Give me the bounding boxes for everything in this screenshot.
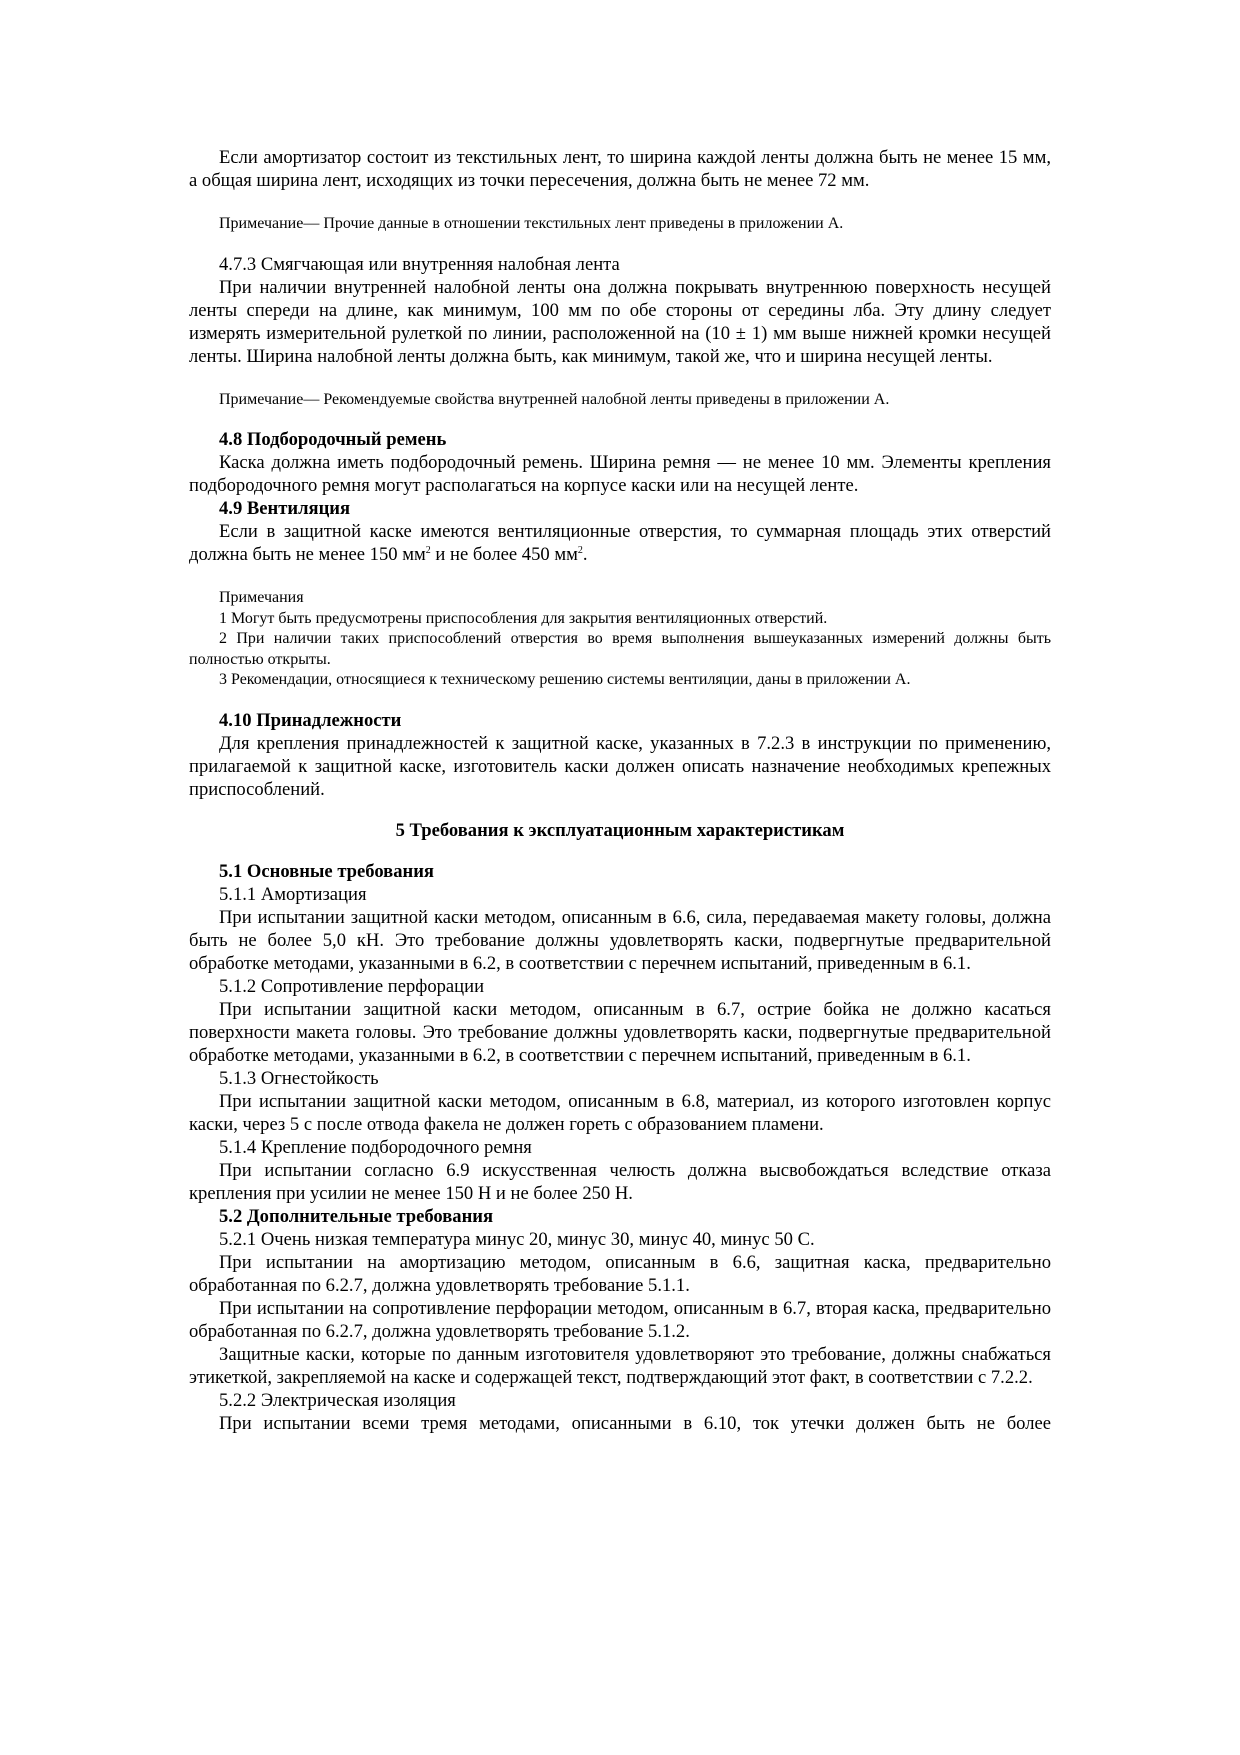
ventilation-text-a: Если в защитной каске имеются вентиляционные отверстия, то суммарная площадь этих отверстий должна быть не менее 150 мм — [189, 521, 1051, 565]
note-brow-band: Примечание— Рекомендуемые свойства внутренней налобной ленты приведены в приложении А. — [219, 390, 890, 408]
heading-5-2: 5.2 Дополнительные требования — [219, 1205, 494, 1227]
paragraph-textile-straps: Если амортизатор состоит из текстильных лент, то ширина каждой ленты должна быть не менее 15 мм, а общая ширина лент, исходящих из точки пересечения, должна быть не менее 72 мм. — [189, 147, 1051, 191]
superscript: 2 — [425, 545, 431, 556]
heading-5-1-4: 5.1.4 Крепление подбородочного ремня — [219, 1136, 532, 1158]
ventilation-text-b: и не более 450 мм — [430, 544, 578, 565]
heading-4-9: 4.9 Вентиляция — [219, 498, 351, 519]
heading-4-8: 4.8 Подбородочный ремень — [219, 429, 447, 450]
heading-5-2-1: 5.2.1 Очень низкая температура минус 20, минус 30, минус 40, минус 50 С. — [219, 1228, 815, 1250]
note-item-3: 3 Рекомендации, относящиеся к техническому решению системы вентиляции, даны в приложении А. — [219, 671, 911, 688]
heading-5-1-3: 5.1.3 Огнестойкость — [219, 1067, 379, 1089]
ventilation-text-c: . — [582, 544, 588, 565]
notes-title: Примечания — [219, 589, 304, 606]
paragraph-chin-strap-anchorage: При испытании согласно 6.9 искусственная челюсть должна высвобождаться вследствие отказа крепления при усилии не менее 150 Н и не более 250 Н. — [189, 1159, 1051, 1204]
document-page — [189, 146, 1051, 1435]
paragraph-penetration: При испытании защитной каски методом, описанным в 6.7, острие бойка не должно касаться поверхности макета головы. Это требование должны удовлетворять каски, подвергнутые предварительной обработке методами, указанными в 6.2, в соответствии с перечнем испытаний, приведенным в 6.1. — [189, 998, 1051, 1066]
paragraph-chin-strap: Каска должна иметь подбородочный ремень. Ширина ремня — не менее 10 мм. Элементы крепления подбородочного ремня могут располагаться на корпусе каски или на несущей ленте. — [189, 452, 1051, 496]
heading-5-1-2: 5.1.2 Сопротивление перфорации — [219, 975, 485, 997]
superscript: 2 — [577, 545, 583, 556]
paragraph-low-temp-penetration: При испытании на сопротивление перфорации методом, описанным в 6.7, вторая каска, предварительно обработанная по 6.2.7, должна удовлетворять требование 5.1.2. — [189, 1297, 1051, 1342]
paragraph-brow-band: При наличии внутренней налобной ленты она должна покрывать внутреннюю поверхность несущей ленты спереди на длине, как минимум, 100 мм по обе стороны от середины лба. Эту длину следует измерять измерительной рулеткой по линии, расположенной на (10 ± 1) мм выше нижней кромки несущей ленты. Ширина налобной ленты должна быть, как минимум, такой же, что и ширина несущей ленты. — [189, 276, 1051, 367]
paragraph-low-temp-label: Защитные каски, которые по данным изготовителя удовлетворяют это требование, должны снабжаться этикеткой, закрепляемой на каске и содержащей текст, подтверждающий этот факт, в соответствии с 7.2.2. — [189, 1343, 1051, 1388]
section-5-title: 5 Требования к эксплуатационным характеристикам — [395, 819, 845, 841]
paragraph-shock-absorption: При испытании защитной каски методом, описанным в 6.6, сила, передаваемая макету головы, должна быть не более 5,0 кН. Это требование должны удовлетворять каски, подвергнутые предварительной обработке методами, указанными в 6.2, в соответствии с перечнем испытаний, приведенным в 6.1. — [189, 906, 1051, 974]
heading-5-1-1: 5.1.1 Амортизация — [219, 883, 367, 905]
heading-4-7-3: 4.7.3 Смягчающая или внутренняя налобная лента — [219, 253, 620, 275]
heading-4-10: 4.10 Принадлежности — [219, 709, 402, 731]
note-item-2: 2 При наличии таких приспособлений отверстия во время выполнения вышеуказанных измерений должны быть полностью открыты. — [189, 630, 1051, 668]
note-item-1: 1 Могут быть предусмотрены приспособления для закрытия вентиляционных отверстий. — [219, 609, 828, 627]
heading-5-1: 5.1 Основные требования — [219, 860, 434, 882]
paragraph-ventilation — [189, 520, 1051, 566]
paragraph-flame-resistance: При испытании защитной каски методом, описанным в 6.8, материал, из которого изготовлен корпус каски, через 5 с после отвода факела не должен гореть с образованием пламени. — [189, 1090, 1051, 1135]
paragraph-electrical-insulation: При испытании всеми тремя методами, описанными в 6.10, ток утечки должен быть не более — [219, 1412, 1051, 1434]
note-textile-straps: Примечание— Прочие данные в отношении текстильных лент приведены в приложении А. — [219, 215, 844, 232]
heading-5-2-2: 5.2.2 Электрическая изоляция — [219, 1389, 456, 1411]
paragraph-low-temp-absorption: При испытании на амортизацию методом, описанным в 6.6, защитная каска, предварительно обработанная по 6.2.7, должна удовлетворять требование 5.1.1. — [189, 1251, 1051, 1296]
paragraph-accessories: Для крепления принадлежностей к защитной каске, указанных в 7.2.3 в инструкции по применению, прилагаемой к защитной каске, изготовитель каски должен описать назначение необходимых крепежных приспособлений. — [189, 732, 1051, 800]
